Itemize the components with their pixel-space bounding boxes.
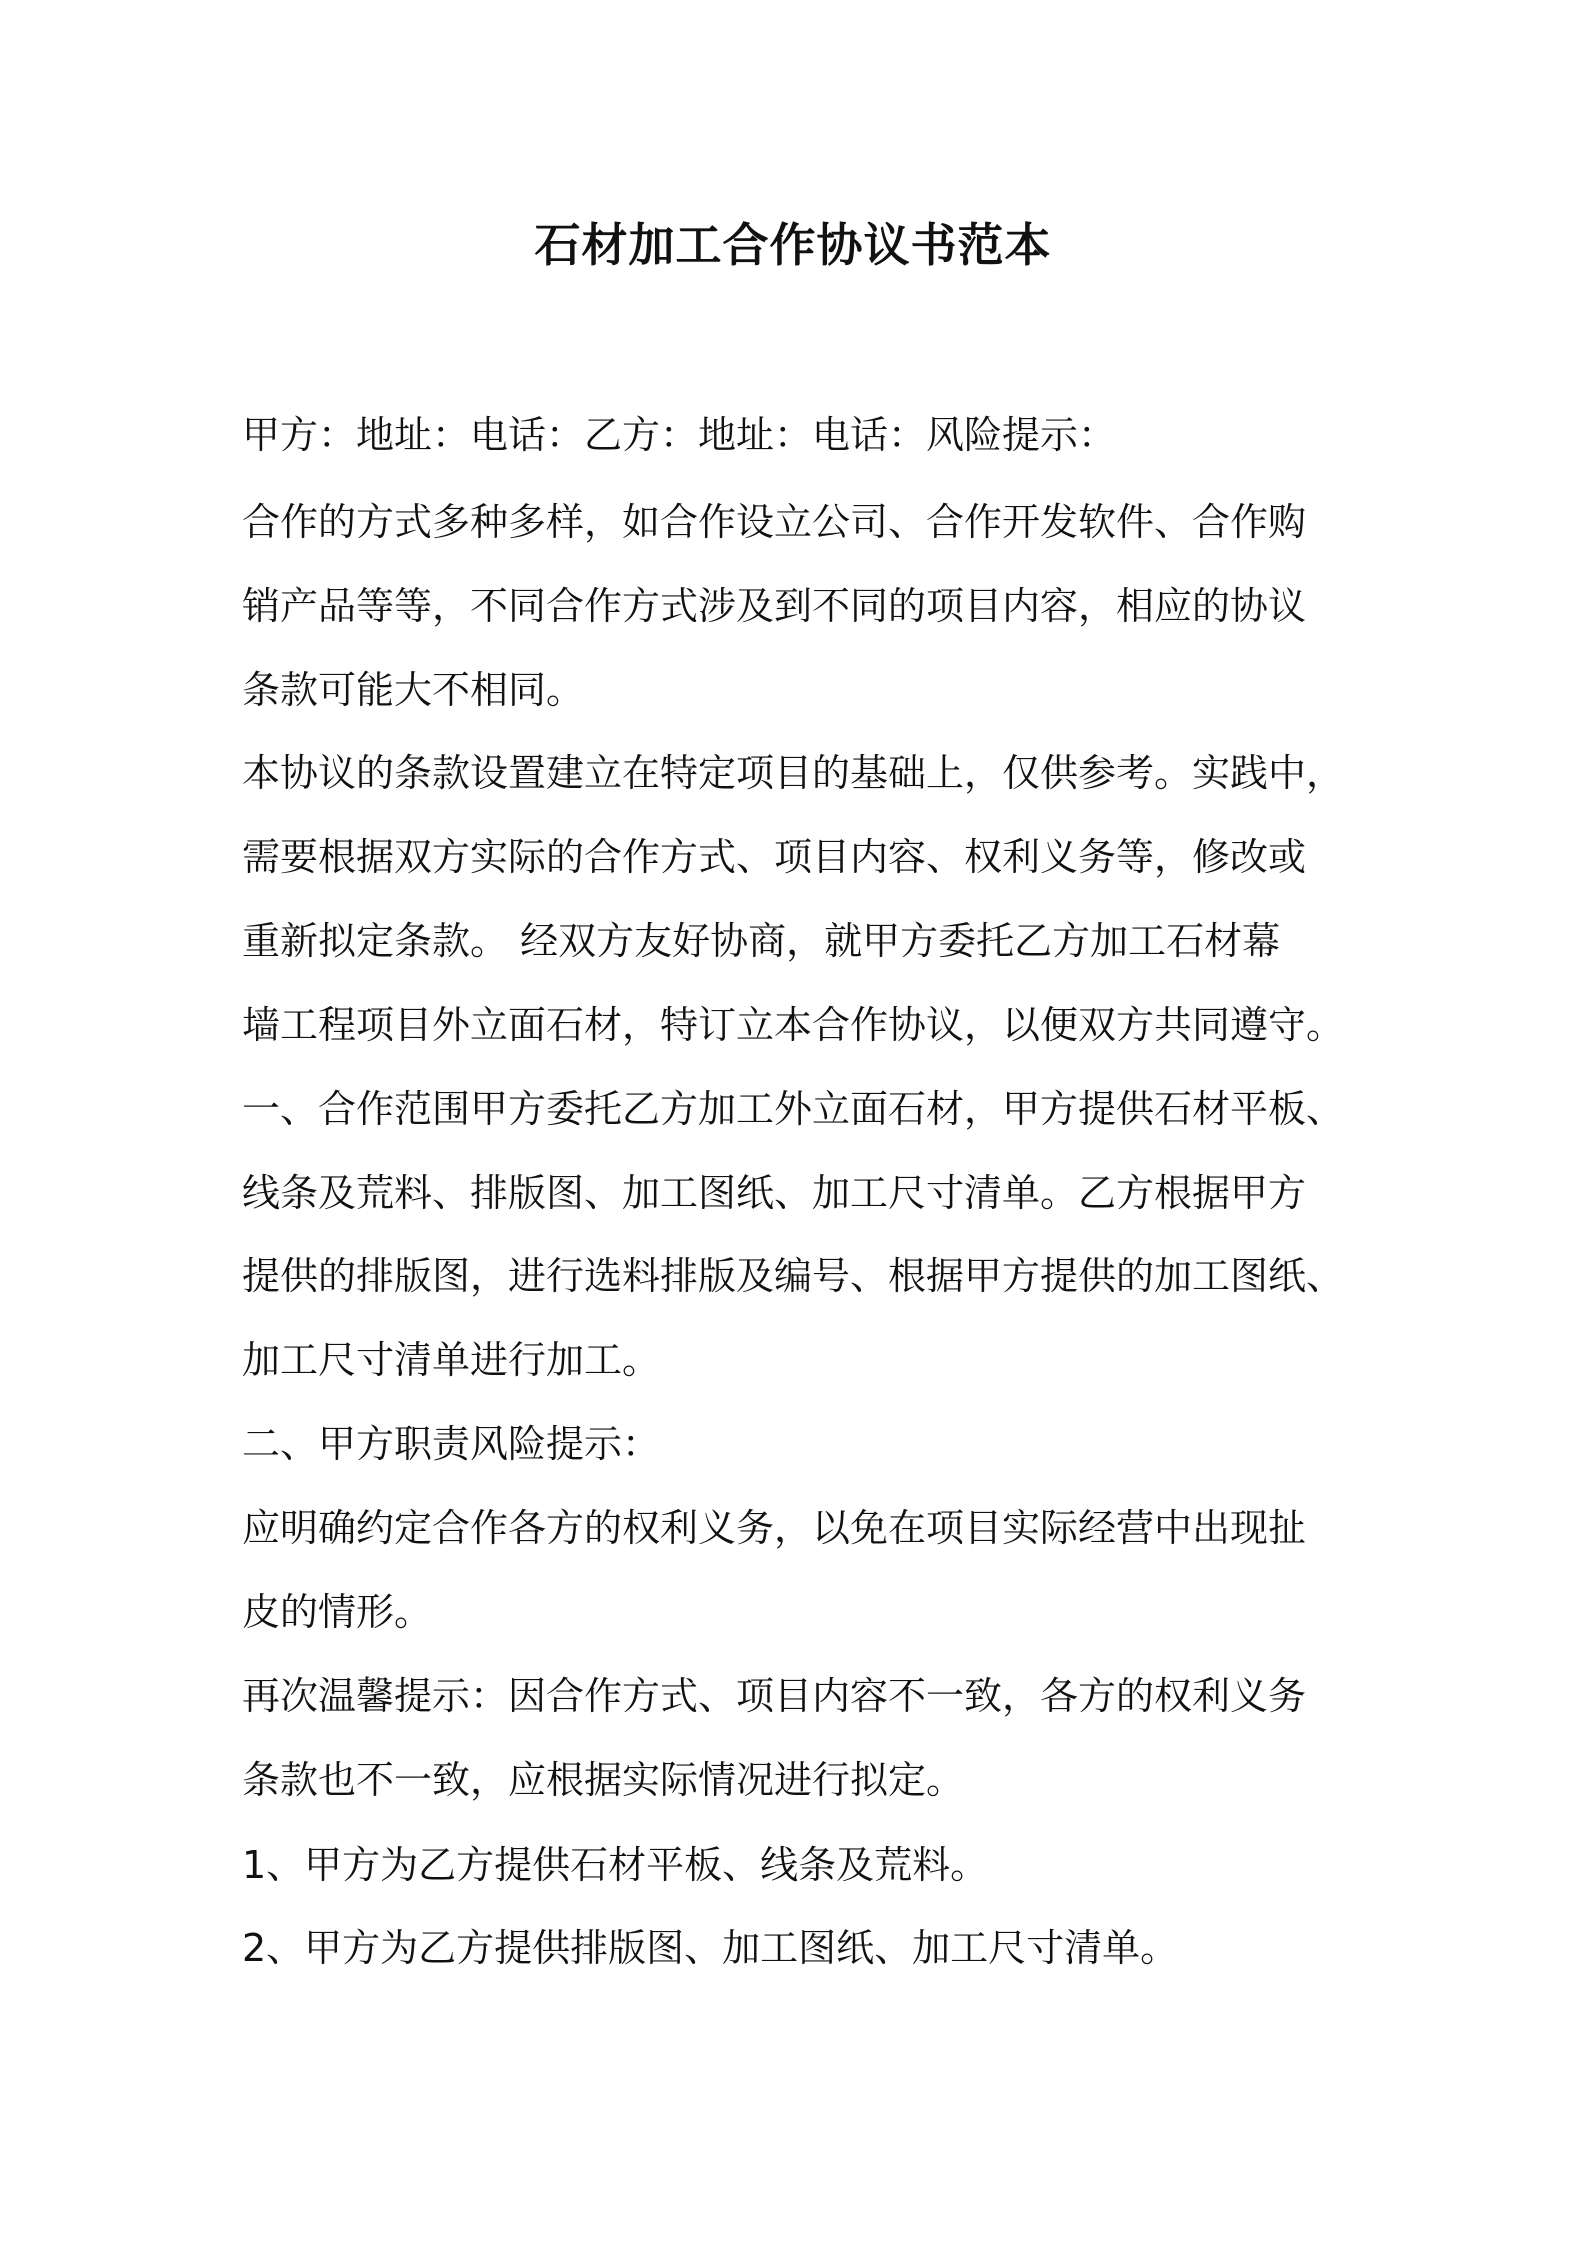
- paragraph-line: 线条及荒料、排版图、加工图纸、加工尺寸清单。乙方根据甲方: [242, 1171, 1307, 1215]
- paragraph-line: 本协议的条款设置建立在特定项目的基础上，仅供参考。实践中，: [242, 751, 1345, 795]
- paragraph-line: 条款可能大不相同。: [242, 668, 585, 712]
- paragraph-line: 皮的情形。: [242, 1590, 433, 1634]
- list-item-line: 1、甲方为乙方提供石材平板、线条及荒料。: [242, 1843, 989, 1887]
- paragraph-line: 加工尺寸清单进行加工。: [242, 1338, 661, 1382]
- paragraph-line: 合作的方式多种多样，如合作设立公司、合作开发软件、合作购: [242, 500, 1307, 544]
- paragraph-line: 再次温馨提示：因合作方式、项目内容不一致，各方的权利义务: [242, 1674, 1307, 1718]
- document-title: 石材加工合作协议书范本: [534, 218, 1052, 272]
- party-info-line: 甲方：地址：电话：乙方：地址：电话：风险提示：: [242, 413, 1117, 457]
- section-heading-line: 二、甲方职责风险提示：: [242, 1422, 661, 1466]
- paragraph-line: 需要根据双方实际的合作方式、项目内容、权利义务等，修改或: [242, 835, 1307, 879]
- paragraph-line: 应明确约定合作各方的权利义务，以免在项目实际经营中出现扯: [242, 1506, 1307, 1550]
- paragraph-line: 条款也不一致，应根据实际情况进行拟定。: [242, 1758, 965, 1802]
- paragraph-line: 提供的排版图，进行选料排版及编号、根据甲方提供的加工图纸、: [242, 1254, 1345, 1298]
- list-item-line: 2、甲方为乙方提供排版图、加工图纸、加工尺寸清单。: [242, 1926, 1179, 1970]
- paragraph-line: 墙工程项目外立面石材，特订立本合作协议，以便双方共同遵守。: [242, 1003, 1345, 1047]
- paragraph-line: 重新拟定条款。 经双方友好协商，就甲方委托乙方加工石材幕: [242, 919, 1281, 963]
- paragraph-line: 销产品等等，不同合作方式涉及到不同的项目内容，相应的协议: [242, 584, 1307, 628]
- section-heading-line: 一、合作范围甲方委托乙方加工外立面石材，甲方提供石材平板、: [242, 1087, 1345, 1131]
